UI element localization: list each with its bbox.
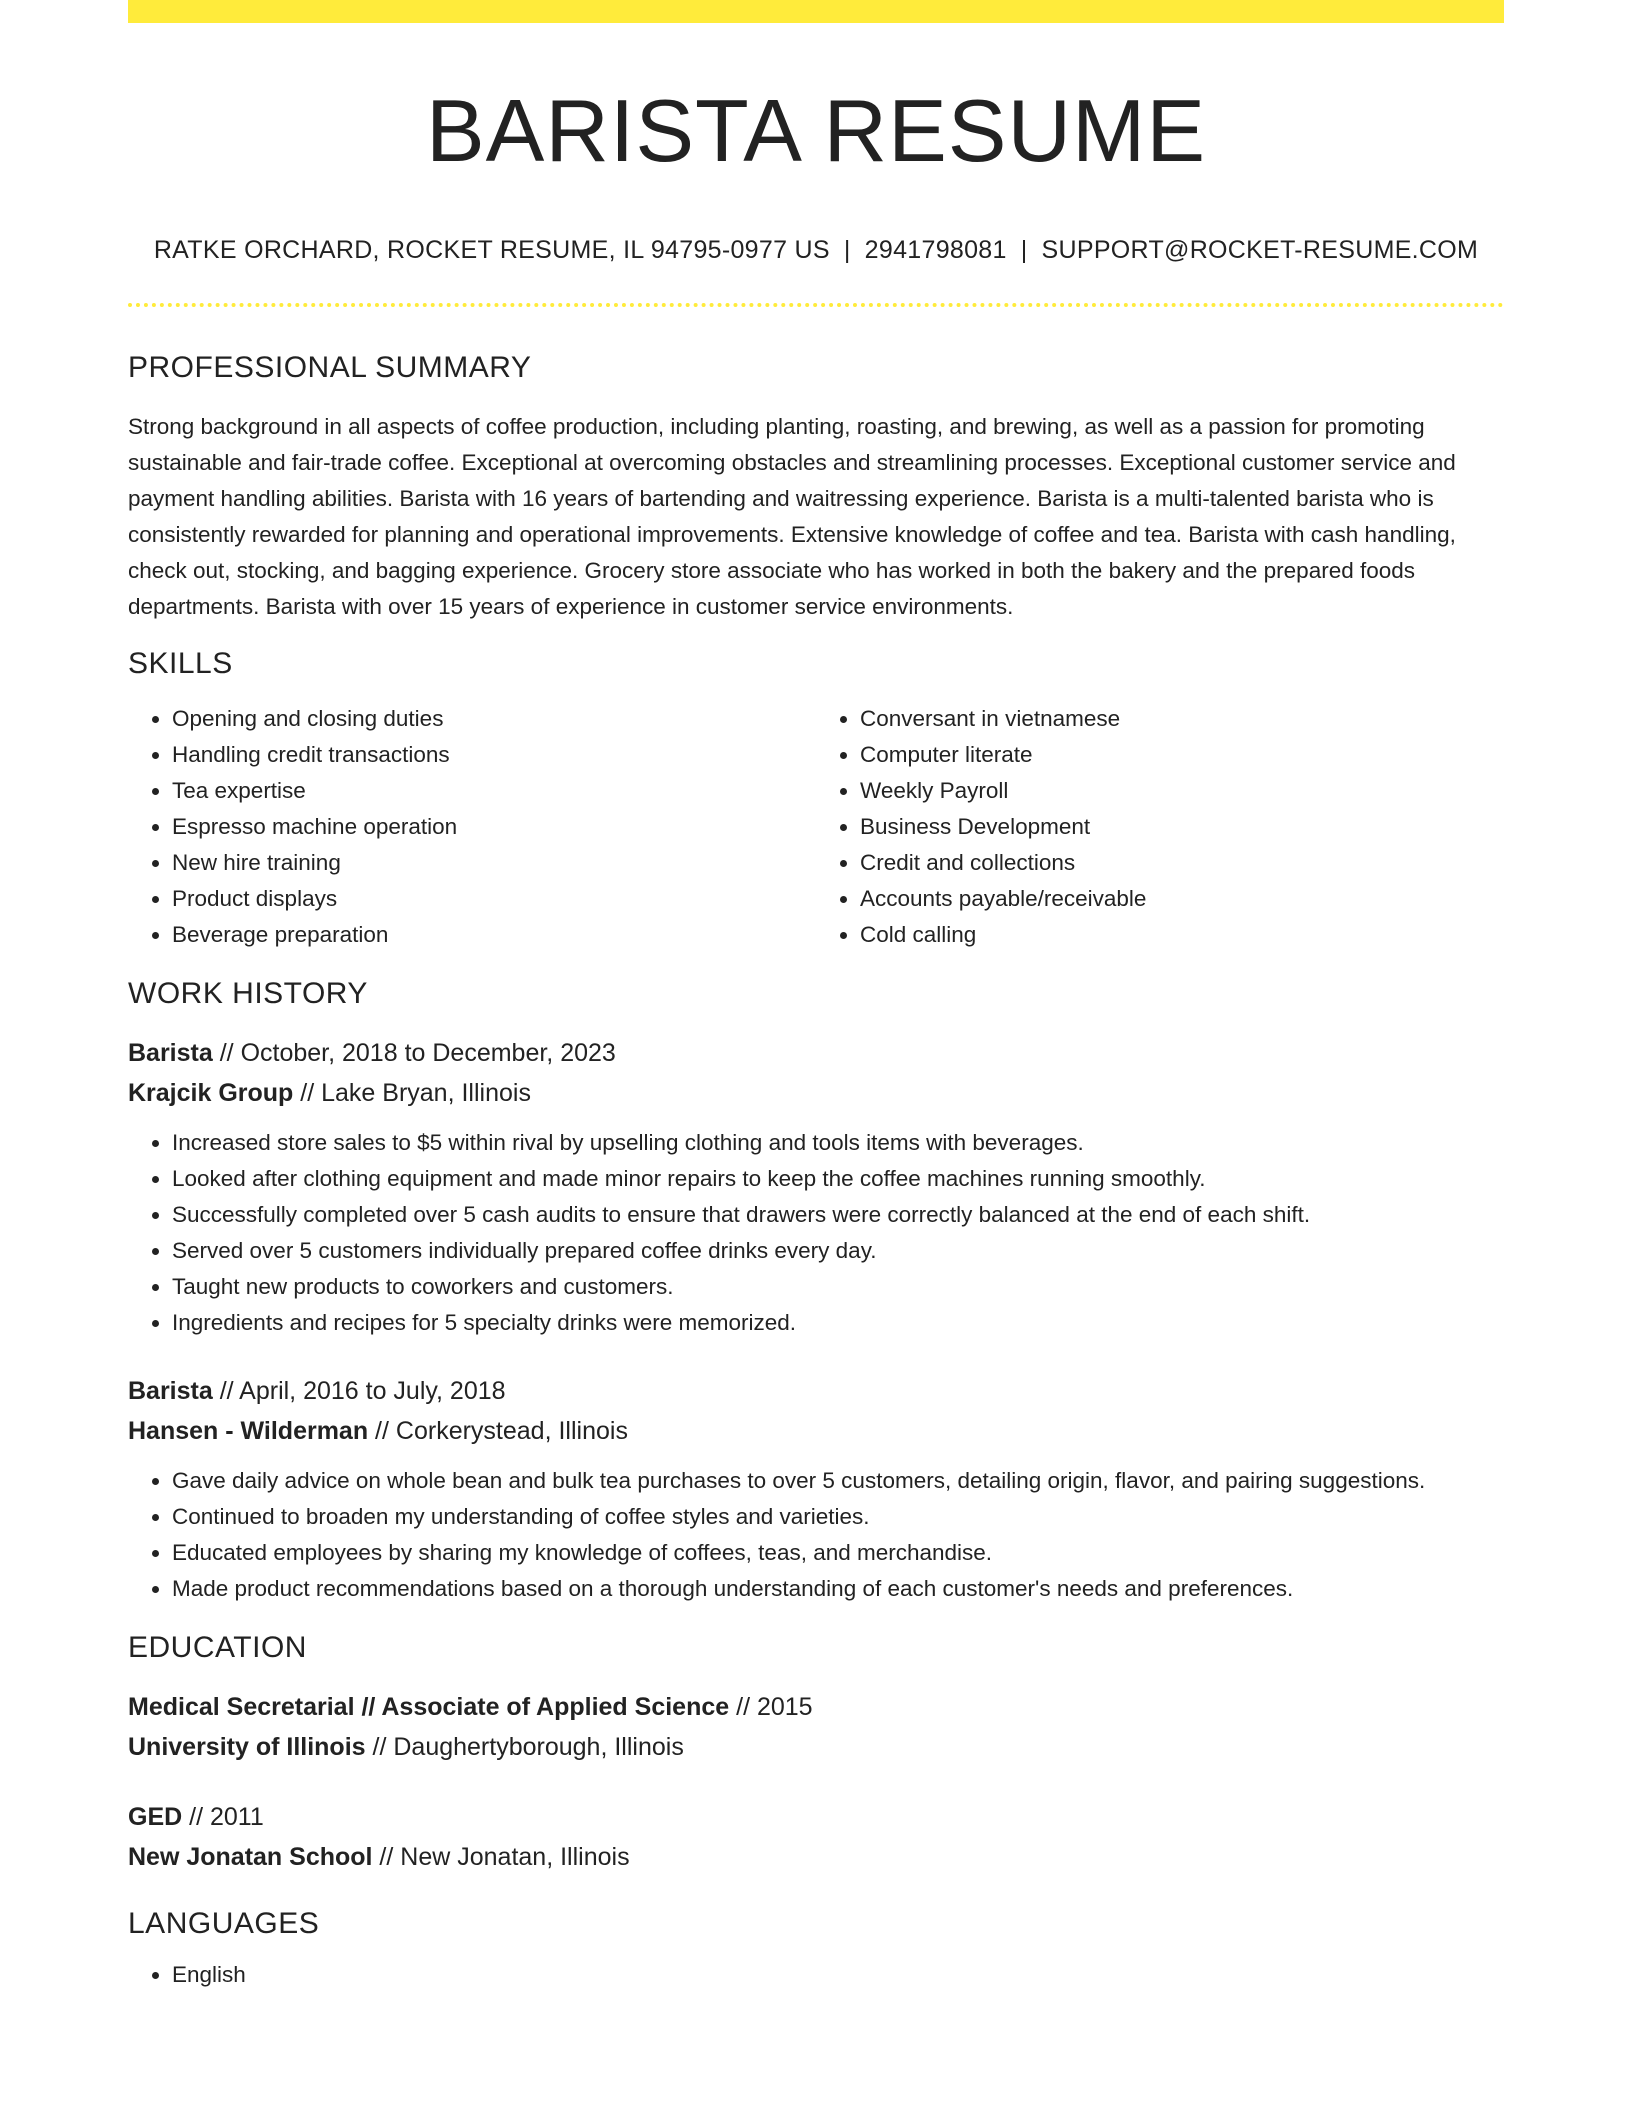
job-company-line [128, 1411, 1504, 1451]
skills-heading: SKILLS [128, 646, 233, 680]
skill-item: • Opening and closing duties [172, 701, 816, 737]
job-bullet: • Increased store sales to $5 within rival by upselling clothing and tools items with beverages. [172, 1125, 1504, 1161]
job-company: Krajcik Group [128, 1078, 294, 1107]
contact-phone: 2941798081 [864, 235, 1007, 264]
job-role: Barista [128, 1038, 213, 1067]
contact-email: SUPPORT@ROCKET-RESUME.COM [1041, 235, 1479, 264]
education-year: 2011 [209, 1802, 264, 1831]
field-separator: // [365, 1732, 394, 1761]
dotted-divider [128, 303, 1504, 307]
education-school: New Jonatan School [128, 1842, 373, 1871]
field-separator: // [212, 1376, 240, 1405]
job-title-line [128, 1371, 1504, 1411]
education-degree: GED [128, 1802, 183, 1831]
field-separator: // [372, 1842, 401, 1871]
job-dates: April, 2016 to July, 2018 [239, 1376, 506, 1405]
skills-column-right [816, 701, 1504, 953]
education-school-line [128, 1727, 1504, 1767]
education-year: 2015 [756, 1692, 813, 1721]
contact-separator: | [843, 235, 851, 264]
job-bullet: • Ingredients and recipes for 5 specialty drinks were memorized. [172, 1305, 1504, 1341]
job-bullet: • Made product recommendations based on a thorough understanding of each customer's needs and preferences. [172, 1571, 1504, 1607]
job-company: Hansen - Wilderman [128, 1416, 369, 1445]
accent-top-bar [128, 0, 1504, 23]
education-degree-line [128, 1797, 1504, 1837]
education-entry [128, 1797, 1504, 1877]
field-separator: // [182, 1802, 210, 1831]
skill-item: • Espresso machine operation [172, 809, 816, 845]
job-role: Barista [128, 1376, 213, 1405]
skill-item: • Credit and collections [860, 845, 1504, 881]
education-entry [128, 1687, 1504, 1767]
contact-address: RATKE ORCHARD, ROCKET RESUME, IL 94795-0977 US [153, 235, 830, 264]
job-bullet: • Educated employees by sharing my knowledge of coffees, teas, and merchandise. [172, 1535, 1504, 1571]
field-separator: // [368, 1416, 396, 1445]
job-bullet: • Looked after clothing equipment and made minor repairs to keep the coffee machines running smoothly. [172, 1161, 1504, 1197]
contact-separator: | [1020, 235, 1028, 264]
education-degree: Medical Secretarial // Associate of Applied Science [128, 1692, 730, 1721]
job-bullets [128, 1125, 1504, 1341]
job-company-line [128, 1073, 1504, 1113]
job-bullets [128, 1463, 1504, 1607]
skill-item: • Business Development [860, 809, 1504, 845]
education-school: University of Illinois [128, 1732, 366, 1761]
field-separator: // [212, 1038, 241, 1067]
job-bullet: • Successfully completed over 5 cash audits to ensure that drawers were correctly balanced at the end of each shift. [172, 1197, 1504, 1233]
skill-item: • New hire training [172, 845, 816, 881]
languages-heading: LANGUAGES [128, 1906, 320, 1940]
job-bullet: • Continued to broaden my understanding of coffee styles and varieties. [172, 1499, 1504, 1535]
education-location: New Jonatan, Illinois [400, 1842, 630, 1871]
job-entry [128, 1371, 1504, 1607]
skill-item: • Product displays [172, 881, 816, 917]
skill-item: • Weekly Payroll [860, 773, 1504, 809]
job-bullet: • Gave daily advice on whole bean and bulk tea purchases to over 5 customers, detailing origin, flavor, and pairing suggestions. [172, 1463, 1504, 1499]
skill-item: • Conversant in vietnamese [860, 701, 1504, 737]
skills-column-left [128, 701, 816, 953]
contact-line [128, 236, 1504, 265]
field-separator: // [729, 1692, 757, 1721]
skill-item: • Handling credit transactions [172, 737, 816, 773]
skill-item: • Beverage preparation [172, 917, 816, 953]
summary-text: Strong background in all aspects of coffee production, including planting, roasting, and brewing, as well as a passion for promoting sustainable and fair-trade coffee. Exceptional at overcoming obstacles and streamlining processes. Exceptional customer service and payment handling abilities. Barista with 16 years of bartending and waitressing experience. Barista is a multi-talented barista who is consistently rewarded for planning and operational improvements. Extensive knowledge of coffee and tea. Barista with cash handling, check out, stocking, and bagging experience. Grocery store associate who has worked in both the bakery and the prepared foods departments. Barista with over 15 years of experience in customer service environments. [128, 413, 1456, 619]
skill-item: • Cold calling [860, 917, 1504, 953]
job-location: Corkerystead, Illinois [395, 1416, 628, 1445]
education-heading: EDUCATION [128, 1630, 307, 1664]
job-bullet: • Taught new products to coworkers and customers. [172, 1269, 1504, 1305]
job-dates: October, 2018 to December, 2023 [240, 1038, 616, 1067]
work-history-heading: WORK HISTORY [128, 976, 368, 1010]
resume-page [128, 0, 1504, 1993]
skill-item: • Computer literate [860, 737, 1504, 773]
skill-item: • Tea expertise [172, 773, 816, 809]
skills-list [128, 701, 1504, 953]
resume-title: BARISTA RESUME [425, 81, 1207, 180]
job-location: Lake Bryan, Illinois [321, 1078, 531, 1107]
job-bullet: • Served over 5 customers individually prepared coffee drinks every day. [172, 1233, 1504, 1269]
summary-heading: PROFESSIONAL SUMMARY [128, 350, 532, 384]
languages-list [128, 1957, 1504, 1993]
language-item: • English [172, 1957, 1504, 1993]
education-location: Daughertyborough, Illinois [393, 1732, 684, 1761]
field-separator: // [293, 1078, 322, 1107]
job-entry [128, 1033, 1504, 1341]
job-title-line [128, 1033, 1504, 1073]
education-school-line [128, 1837, 1504, 1877]
education-degree-line [128, 1687, 1504, 1727]
skill-item: • Accounts payable/receivable [860, 881, 1504, 917]
